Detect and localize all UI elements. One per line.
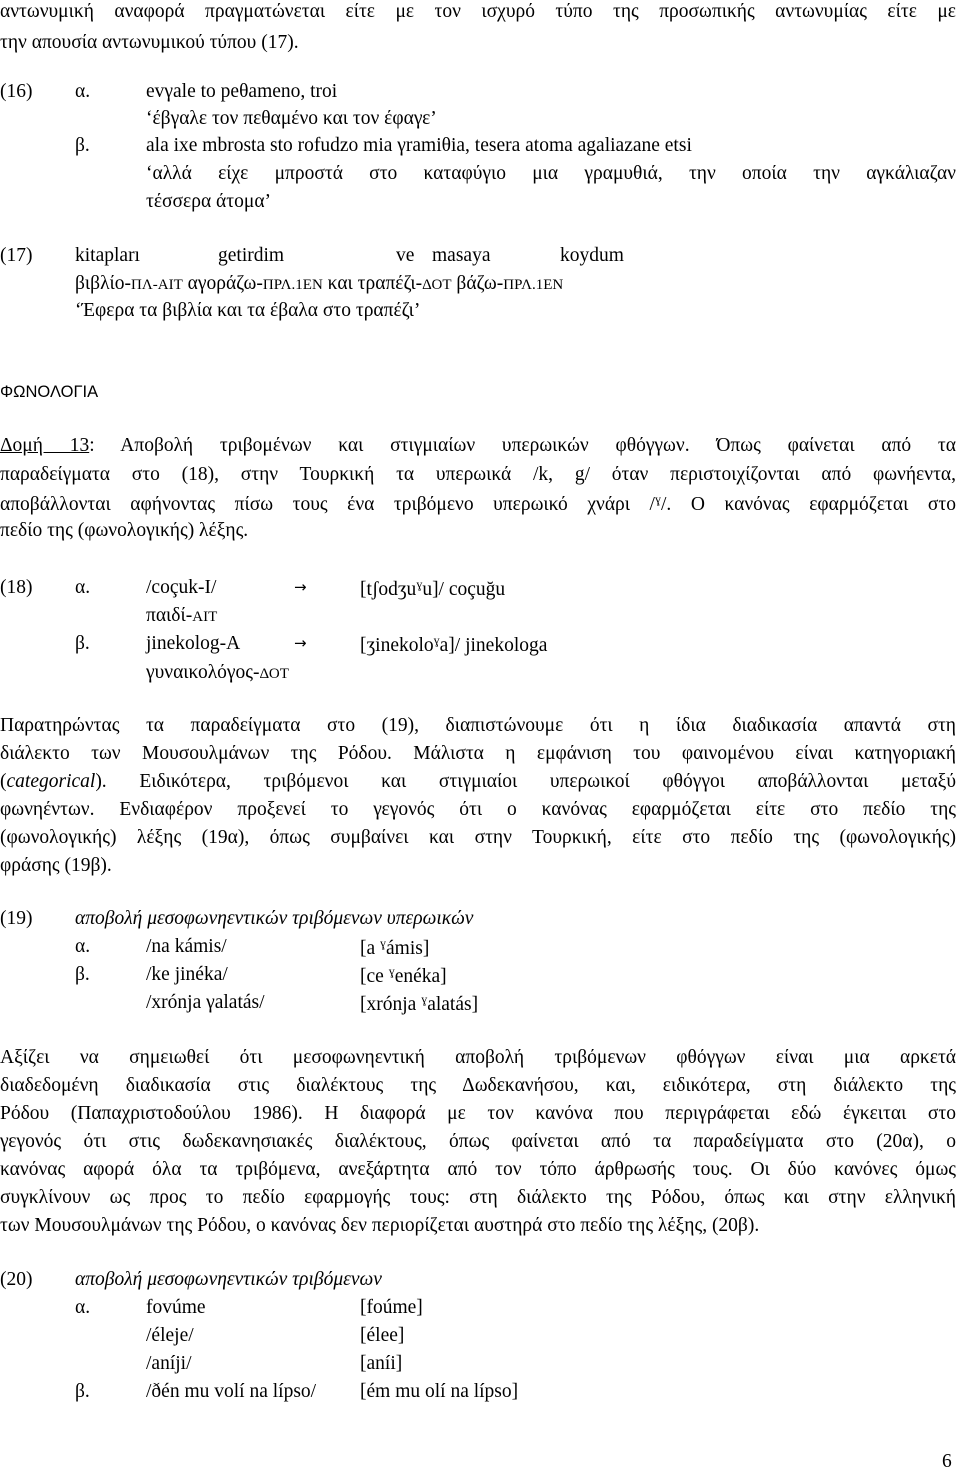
surface-form: [foúme]	[360, 1297, 423, 1318]
example-gloss: ‘έβγαλε τον πεθαμένο και τον έφαγε’	[146, 108, 437, 129]
underlying-form: /coçuk-I/	[146, 577, 217, 598]
example-source: evγale to peθameno, troi	[146, 81, 338, 102]
example-label: β.	[75, 135, 90, 156]
underlying-form: /éleje/	[146, 1325, 194, 1346]
surface-form: [ém mu olí na lípso]	[360, 1381, 519, 1402]
paragraph-line: (φωνολογικής) λέξης (19α), όπως συμβαίνει και στην Τουρκική, είτε στο πεδίο της (φωνολογικής)	[0, 827, 956, 848]
example-label: β.	[75, 633, 90, 654]
top-text-line-1: αντωνυμική αναφορά πραγματώνεται είτε με τον ισχυρό τύπο της προσωπικής αντωνυμίας είτε με	[0, 1, 956, 22]
paragraph-line: διάλεκτο των Μουσουλμάνων της Ρόδου. Μάλιστα η εμφάνιση του φαινομένου είναι κατηγοριακή	[0, 743, 956, 764]
example-gloss: παιδί-ΑΙΤ	[146, 605, 218, 626]
paragraph-line: διαδεδομένη διαδικασία στις διαλέκτους της Δωδεκανήσου, και, ειδικότερα, στη διάλεκτο της	[0, 1075, 956, 1096]
example-number: (16)	[0, 81, 33, 102]
underlying-form: /ðén mu volí na lípso/	[146, 1381, 317, 1402]
example-label: β.	[75, 964, 90, 985]
paragraph-line: (categorical). Ειδικότερα, τριβόμενοι και στιγμιαίοι υπερωικοί φθόγγοι αποβάλλονται μεταξύ	[0, 771, 956, 792]
paragraph-line: φωνηέντων. Ενδιαφέρον προξενεί το γεγονός ότι ο κανόνας εφαρμόζεται είτε στο πεδίο της	[0, 799, 956, 820]
paragraph-line: αποβάλλονται αφήνοντας πίσω τους ένα τριβόμενο υπερωικό χνάρι /$^ɣ$/. Ο κανόνας εφαρμόζεται στο	[0, 492, 956, 515]
paragraph-line: γεγονός ότι στις δωδεκανησιακές διαλέκτους, όπως φαίνεται από τα παραδείγματα στο (20α), ο	[0, 1131, 956, 1152]
interlinear-gloss: βιβλίο-ΠΛ-ΑΙΤ αγοράζω-ΠΡΛ.1ΕΝ και τραπέζι-ΔΟΤ βάζω-ΠΡΛ.1ΕΝ	[75, 273, 564, 294]
example-number: (20)	[0, 1269, 33, 1290]
surface-form: [aníi]	[360, 1353, 403, 1374]
example-label: α.	[75, 1297, 91, 1318]
underlying-form: /xrónja γalatás/	[146, 992, 265, 1013]
paragraph-line: συγκλίνουν ως προς το πεδίο εφαρμογής τους: στη διάλεκτο της Ρόδου, όπως και στην ελληνική	[0, 1187, 956, 1208]
example-gloss: ‘αλλά είχε μπροστά στο καταφύγιο μια γραμυθιά, την οποία την αγκάλιαζαν	[146, 163, 956, 184]
page-number: 6	[942, 1451, 952, 1472]
arrow-right-icon: →	[294, 578, 307, 596]
example-label: α.	[75, 81, 91, 102]
example-source: ala ixe mbrosta sto rofudzo mia γramiθia, tesera atoma agaliazane etsi	[146, 135, 692, 156]
surface-form: [ce $^ɣ$enéka]	[360, 964, 447, 987]
surface-form: [tʃodʒu$^ɣ$u]/ coçuğu	[360, 577, 506, 600]
underlying-form: /aníji/	[146, 1353, 192, 1374]
example-gloss: τέσσερα άτομα’	[146, 191, 272, 212]
example-number: (17)	[0, 245, 33, 266]
paragraph-line: φράσης (19β).	[0, 855, 112, 876]
example-word: ve	[396, 245, 415, 266]
arrow-right-icon: →	[294, 634, 307, 652]
example-title: αποβολή μεσοφωνηεντικών τριβόμενων υπερωικών	[75, 908, 474, 929]
paragraph-line: Αξίζει να σημειωθεί ότι μεσοφωνηεντική αποβολή τριβόμενων φθόγγων είναι μια αρκετά	[0, 1047, 956, 1068]
underlying-form: /ke jinéka/	[146, 964, 228, 985]
example-label: β.	[75, 1381, 90, 1402]
example-word: getirdim	[218, 245, 285, 266]
example-number: (18)	[0, 577, 33, 598]
paragraph-line: παραδείγματα στο (18), στην Τουρκική τα υπερωικά /k, g/ όταν περιστοιχίζονται από φωνήεντα,	[0, 464, 956, 485]
surface-form: [élee]	[360, 1325, 405, 1346]
underlying-form: fovúme	[146, 1297, 206, 1318]
paragraph-line: Δομή 13: Αποβολή τριβομένων και στιγμιαίων υπερωικών φθόγγων. Όπως φαίνεται από τα	[0, 435, 956, 456]
paragraph-line: Ρόδου (Παπαχριστοδούλου 1986). Η διαφορά με τον κανόνα που περιγράφεται εδώ έγκειται στο	[0, 1103, 956, 1124]
underlying-form: jinekolog-A	[146, 633, 241, 654]
paragraph-line: πεδίο της (φωνολογικής) λέξης.	[0, 520, 249, 541]
example-number: (19)	[0, 908, 33, 929]
paragraph-line: των Μουσουλμάνων της Ρόδου, ο κανόνας δεν περιορίζεται αυστηρά στο πεδίο της λέξης, (20β).	[0, 1215, 760, 1236]
example-word: masaya	[432, 245, 491, 266]
underlying-form: /na kámis/	[146, 936, 227, 957]
example-gloss: γυναικολόγος-ΔΟΤ	[146, 662, 289, 683]
top-text-line-2: την απουσία αντωνυμικού τύπου (17).	[0, 32, 299, 53]
example-word: koydum	[560, 245, 624, 266]
free-translation: ‘Έφερα τα βιβλία και τα έβαλα στο τραπέζι’	[75, 300, 421, 321]
surface-form: [ʒinekolo$^ɣ$a]/ jinekologa	[360, 633, 548, 656]
paragraph-line: Παρατηρώντας τα παραδείγματα στο (19), διαπιστώνουμε ότι η ίδια διαδικασία απαντά στη	[0, 715, 956, 736]
surface-form: [a $^ɣ$ámis]	[360, 936, 430, 959]
example-word: kitapları	[75, 245, 140, 266]
section-heading: ΦΩΝΟΛΟΓΙΑ	[0, 383, 99, 401]
surface-form: [xrónja $^ɣ$alatás]	[360, 992, 479, 1015]
structure-label: Δομή 13	[0, 435, 90, 456]
example-title: αποβολή μεσοφωνηεντικών τριβόμενων	[75, 1269, 382, 1290]
paragraph-line: κανόνας αφορά όλα τα τριβόμενα, ανεξάρτητα από τον τόπο άρθρωσής τους. Οι δύο κανόνες όμως	[0, 1159, 956, 1180]
example-label: α.	[75, 577, 91, 598]
example-label: α.	[75, 936, 91, 957]
